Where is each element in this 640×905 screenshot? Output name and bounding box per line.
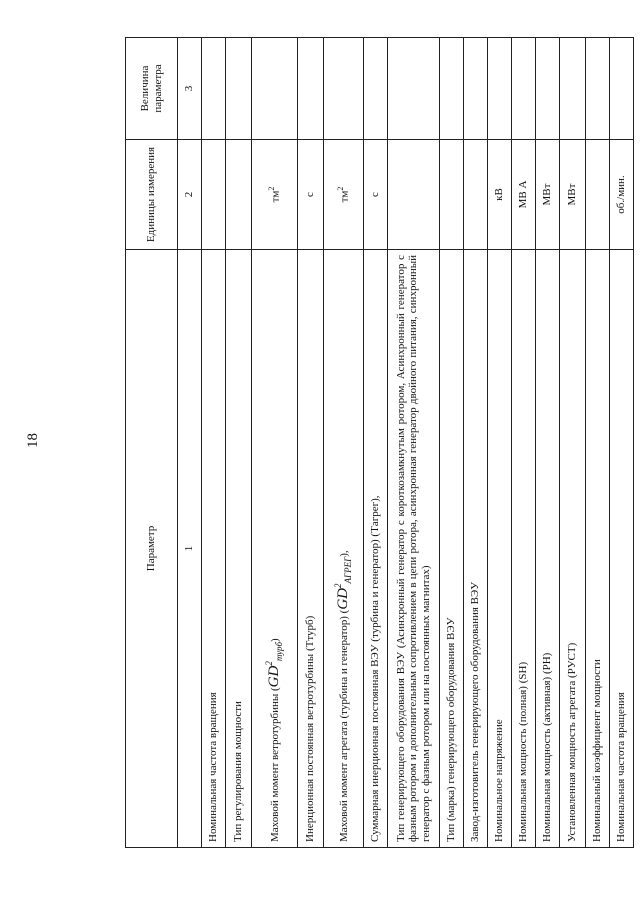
param-unit: МВт [536, 140, 560, 250]
rotated-table-wrapper [125, 38, 628, 848]
table-row [298, 38, 324, 848]
param-name: Номинальная мощность (полная) (SН) [512, 250, 536, 848]
table-row [364, 38, 388, 848]
table-row [388, 38, 440, 848]
param-value [586, 38, 610, 140]
param-unit [388, 140, 440, 250]
param-name: Тип генерирующего оборудования ВЭУ (Асинхронный генератор с короткозамкнутым ротором, Асинхронный генератор с фазным ротором и дополнительным сопротивлением в цепи ротора, асинхронная генератор двойного питания, синхронный генератор с фазным ротором или на постоянных магнитах) [388, 250, 440, 848]
param-unit: МВ А [512, 140, 536, 250]
param-value [202, 38, 226, 140]
param-value [536, 38, 560, 140]
table-row [512, 38, 536, 848]
param-value [324, 38, 364, 140]
param-value [226, 38, 252, 140]
param-value [464, 38, 488, 140]
param-unit: МВт [560, 140, 586, 250]
param-name: Тип (марка) генерирующего оборудования ВЭУ [440, 250, 464, 848]
param-unit: $тм^2$ [252, 140, 298, 250]
param-name: Суммарная инерционная постоянная ВЭУ (турбина и генератор) (Tагрег), [364, 250, 388, 848]
header-units: Единицы измерения [126, 140, 178, 250]
param-name: Установленная мощность агрегата (PУСТ) [560, 250, 586, 848]
param-text-prefix: Маховой момент агрегата (турбина и генератор) ( [338, 609, 351, 842]
param-value [512, 38, 536, 140]
param-text-suffix: ) [269, 638, 282, 642]
param-unit [464, 140, 488, 250]
param-value [610, 38, 634, 140]
param-name [324, 250, 364, 848]
param-name: Тип регулирования мощности [226, 250, 252, 848]
param-name: Завод-изготовитель генерирующего оборудования ВЭУ [464, 250, 488, 848]
param-name: Номинальная мощность (активная) (PН) [536, 250, 560, 848]
table-row [440, 38, 464, 848]
table-row [488, 38, 512, 848]
table-row [610, 38, 634, 848]
formula-gd-turb: $GD^2_{турб}$ [264, 641, 285, 688]
param-name: Инерционная постоянная ветротурбины (Tтурб) [298, 250, 324, 848]
param-value [488, 38, 512, 140]
param-text-prefix: Маховой момент ветротурбины ( [269, 687, 282, 842]
param-unit [440, 140, 464, 250]
param-value [298, 38, 324, 140]
table-row [536, 38, 560, 848]
parameters-table [125, 37, 634, 848]
table-row [202, 38, 226, 848]
param-unit: с [364, 140, 388, 250]
param-unit [226, 140, 252, 250]
table-row [252, 38, 298, 848]
param-name [252, 250, 298, 848]
table-row [464, 38, 488, 848]
column-number-2: 2 [178, 140, 202, 250]
param-unit [202, 140, 226, 250]
param-name: Номинальный коэффициент мощности [586, 250, 610, 848]
param-unit: $тм^2$ [324, 140, 364, 250]
table-row [226, 38, 252, 848]
column-number-3: 3 [178, 38, 202, 140]
param-value [364, 38, 388, 140]
column-number-row [178, 38, 202, 848]
param-value [252, 38, 298, 140]
param-name: Номинальная частота вращения [202, 250, 226, 848]
header-value: Величина параметра [126, 38, 178, 140]
formula-gd-agreg: $GD^2_{АГРЕГ}$ [333, 556, 354, 610]
param-unit [586, 140, 610, 250]
param-unit: об./мин. [610, 140, 634, 250]
table-row [586, 38, 610, 848]
param-value [440, 38, 464, 140]
table-row [324, 38, 364, 848]
param-value [560, 38, 586, 140]
header-parameter: Параметр [126, 250, 178, 848]
param-name: Номинальная частота вращения [610, 250, 634, 848]
param-value [388, 38, 440, 140]
page-number: 18 [25, 433, 41, 448]
param-text-suffix: ), [338, 550, 351, 557]
param-unit: кВ [488, 140, 512, 250]
param-unit: с [298, 140, 324, 250]
column-number-1: 1 [178, 250, 202, 848]
param-name: Номинальное напряжение [488, 250, 512, 848]
table-header-row [126, 38, 178, 848]
table-row [560, 38, 586, 848]
